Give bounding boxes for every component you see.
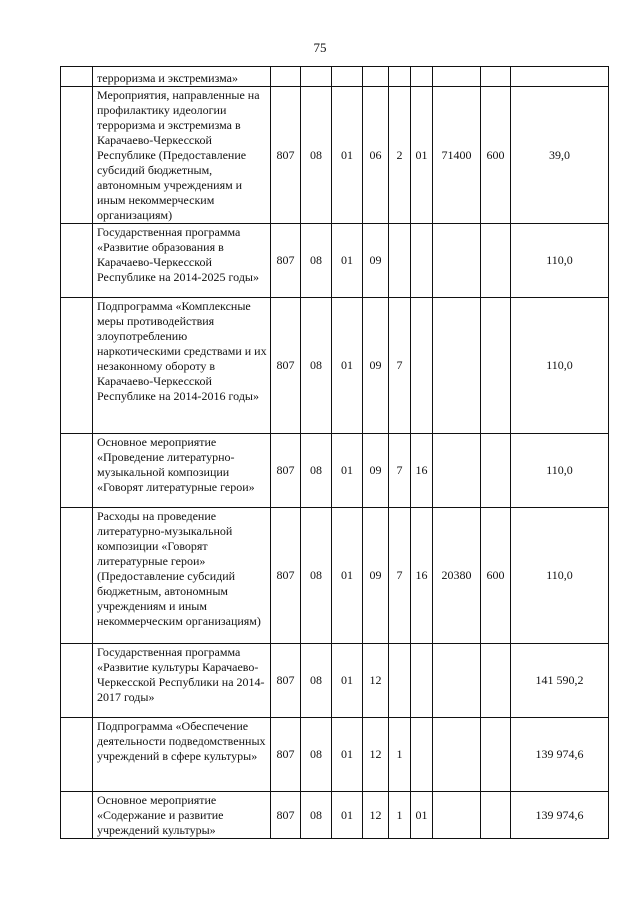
item-name-cell: Основное мероприятие «Содержание и развитие учреждений культуры»	[93, 792, 271, 839]
event-code-cell: 01	[411, 792, 433, 839]
table-row	[61, 224, 609, 298]
ministry-code-cell: 807	[271, 792, 301, 839]
row-number-cell	[61, 644, 93, 718]
page-number: 75	[313, 40, 327, 55]
subprogram-code-cell: 7	[389, 508, 411, 644]
amount-cell: 110,0	[511, 298, 609, 434]
row-number-cell	[61, 87, 93, 224]
program-code-cell: 12	[363, 718, 389, 792]
subsection-code-cell: 01	[332, 87, 363, 224]
expense-type-cell	[481, 298, 511, 434]
item-name-cell: Подпрограмма «Комплексные меры противодействия злоупотреблению наркотическими средствами и их незаконному обороту в Карачаево-Черкесской Республике на 2014-2016 годы»	[93, 298, 271, 434]
event-code-cell	[411, 224, 433, 298]
event-code-cell: 01	[411, 87, 433, 224]
row-number-cell	[61, 67, 93, 87]
section-code-cell: 08	[301, 644, 332, 718]
program-code-cell: 09	[363, 434, 389, 508]
program-code-cell: 12	[363, 644, 389, 718]
section-code-cell	[301, 67, 332, 87]
ministry-code-cell	[271, 67, 301, 87]
subprogram-code-cell	[389, 644, 411, 718]
expense-type-cell	[481, 718, 511, 792]
section-code-cell: 08	[301, 792, 332, 839]
subprogram-code-cell: 7	[389, 298, 411, 434]
program-code-cell: 09	[363, 508, 389, 644]
ministry-code-cell: 807	[271, 508, 301, 644]
table-row	[61, 508, 609, 644]
ministry-code-cell: 807	[271, 434, 301, 508]
subsection-code-cell: 01	[332, 792, 363, 839]
item-name-cell: Мероприятия, направленные на профилактику идеологии терроризма и экстремизма в Карачаево-Черкесской Республике (Предоставление субсидий бюджетным, автономным учреждениям и иным некоммерческим организациям)	[93, 87, 271, 224]
amount-cell: 139 974,6	[511, 718, 609, 792]
direction-code-cell	[433, 718, 481, 792]
event-code-cell	[411, 67, 433, 87]
subsection-code-cell: 01	[332, 644, 363, 718]
subprogram-code-cell: 7	[389, 434, 411, 508]
row-number-cell	[61, 792, 93, 839]
section-code-cell: 08	[301, 224, 332, 298]
event-code-cell	[411, 718, 433, 792]
expense-type-cell: 600	[481, 87, 511, 224]
ministry-code-cell: 807	[271, 298, 301, 434]
direction-code-cell	[433, 644, 481, 718]
table-row	[61, 434, 609, 508]
amount-cell: 110,0	[511, 224, 609, 298]
amount-cell: 141 590,2	[511, 644, 609, 718]
item-name-cell: Расходы на проведение литературно-музыкальной композиции «Говорят литературные герои» (Предоставление субсидий бюджетным, автономным учреждениям и иным некоммерческим организациям)	[93, 508, 271, 644]
section-code-cell: 08	[301, 718, 332, 792]
ministry-code-cell: 807	[271, 87, 301, 224]
expense-type-cell	[481, 224, 511, 298]
section-code-cell: 08	[301, 87, 332, 224]
subprogram-code-cell	[389, 224, 411, 298]
direction-code-cell	[433, 434, 481, 508]
event-code-cell	[411, 298, 433, 434]
table-row	[61, 67, 609, 87]
budget-table	[60, 66, 609, 839]
program-code-cell: 12	[363, 792, 389, 839]
item-name-cell: Государственная программа «Развитие образования в Карачаево-Черкесской Республике на 2014-2025 годы»	[93, 224, 271, 298]
program-code-cell: 09	[363, 224, 389, 298]
direction-code-cell	[433, 298, 481, 434]
direction-code-cell: 20380	[433, 508, 481, 644]
item-name-cell: Основное мероприятие «Проведение литературно-музыкальной композиции «Говорят литературные герои»	[93, 434, 271, 508]
row-number-cell	[61, 298, 93, 434]
subsection-code-cell	[332, 67, 363, 87]
expense-type-cell	[481, 792, 511, 839]
subprogram-code-cell: 1	[389, 718, 411, 792]
expense-type-cell: 600	[481, 508, 511, 644]
section-code-cell: 08	[301, 298, 332, 434]
item-name-cell: Государственная программа «Развитие культуры Карачаево-Черкесской Республики на 2014-2017 годы»	[93, 644, 271, 718]
row-number-cell	[61, 434, 93, 508]
program-code-cell: 09	[363, 298, 389, 434]
event-code-cell: 16	[411, 508, 433, 644]
row-number-cell	[61, 718, 93, 792]
row-number-cell	[61, 508, 93, 644]
subprogram-code-cell	[389, 67, 411, 87]
amount-cell	[511, 67, 609, 87]
subprogram-code-cell: 2	[389, 87, 411, 224]
subsection-code-cell: 01	[332, 434, 363, 508]
expense-type-cell	[481, 434, 511, 508]
section-code-cell: 08	[301, 508, 332, 644]
amount-cell: 139 974,6	[511, 792, 609, 839]
subsection-code-cell: 01	[332, 718, 363, 792]
expense-type-cell	[481, 644, 511, 718]
subsection-code-cell: 01	[332, 224, 363, 298]
table-row	[61, 718, 609, 792]
section-code-cell: 08	[301, 434, 332, 508]
table-row	[61, 298, 609, 434]
amount-cell: 110,0	[511, 508, 609, 644]
expense-type-cell	[481, 67, 511, 87]
table-row	[61, 644, 609, 718]
table-row	[61, 87, 609, 224]
item-name-cell: терроризма и экстремизма»	[93, 67, 271, 87]
program-code-cell: 06	[363, 87, 389, 224]
ministry-code-cell: 807	[271, 224, 301, 298]
subsection-code-cell: 01	[332, 298, 363, 434]
direction-code-cell	[433, 67, 481, 87]
amount-cell: 39,0	[511, 87, 609, 224]
ministry-code-cell: 807	[271, 718, 301, 792]
row-number-cell	[61, 224, 93, 298]
event-code-cell	[411, 644, 433, 718]
direction-code-cell	[433, 224, 481, 298]
direction-code-cell: 71400	[433, 87, 481, 224]
subsection-code-cell: 01	[332, 508, 363, 644]
direction-code-cell	[433, 792, 481, 839]
ministry-code-cell: 807	[271, 644, 301, 718]
event-code-cell: 16	[411, 434, 433, 508]
subprogram-code-cell: 1	[389, 792, 411, 839]
table-row	[61, 792, 609, 839]
program-code-cell	[363, 67, 389, 87]
amount-cell: 110,0	[511, 434, 609, 508]
item-name-cell: Подпрограмма «Обеспечение деятельности подведомственных учреждений в сфере культуры»	[93, 718, 271, 792]
